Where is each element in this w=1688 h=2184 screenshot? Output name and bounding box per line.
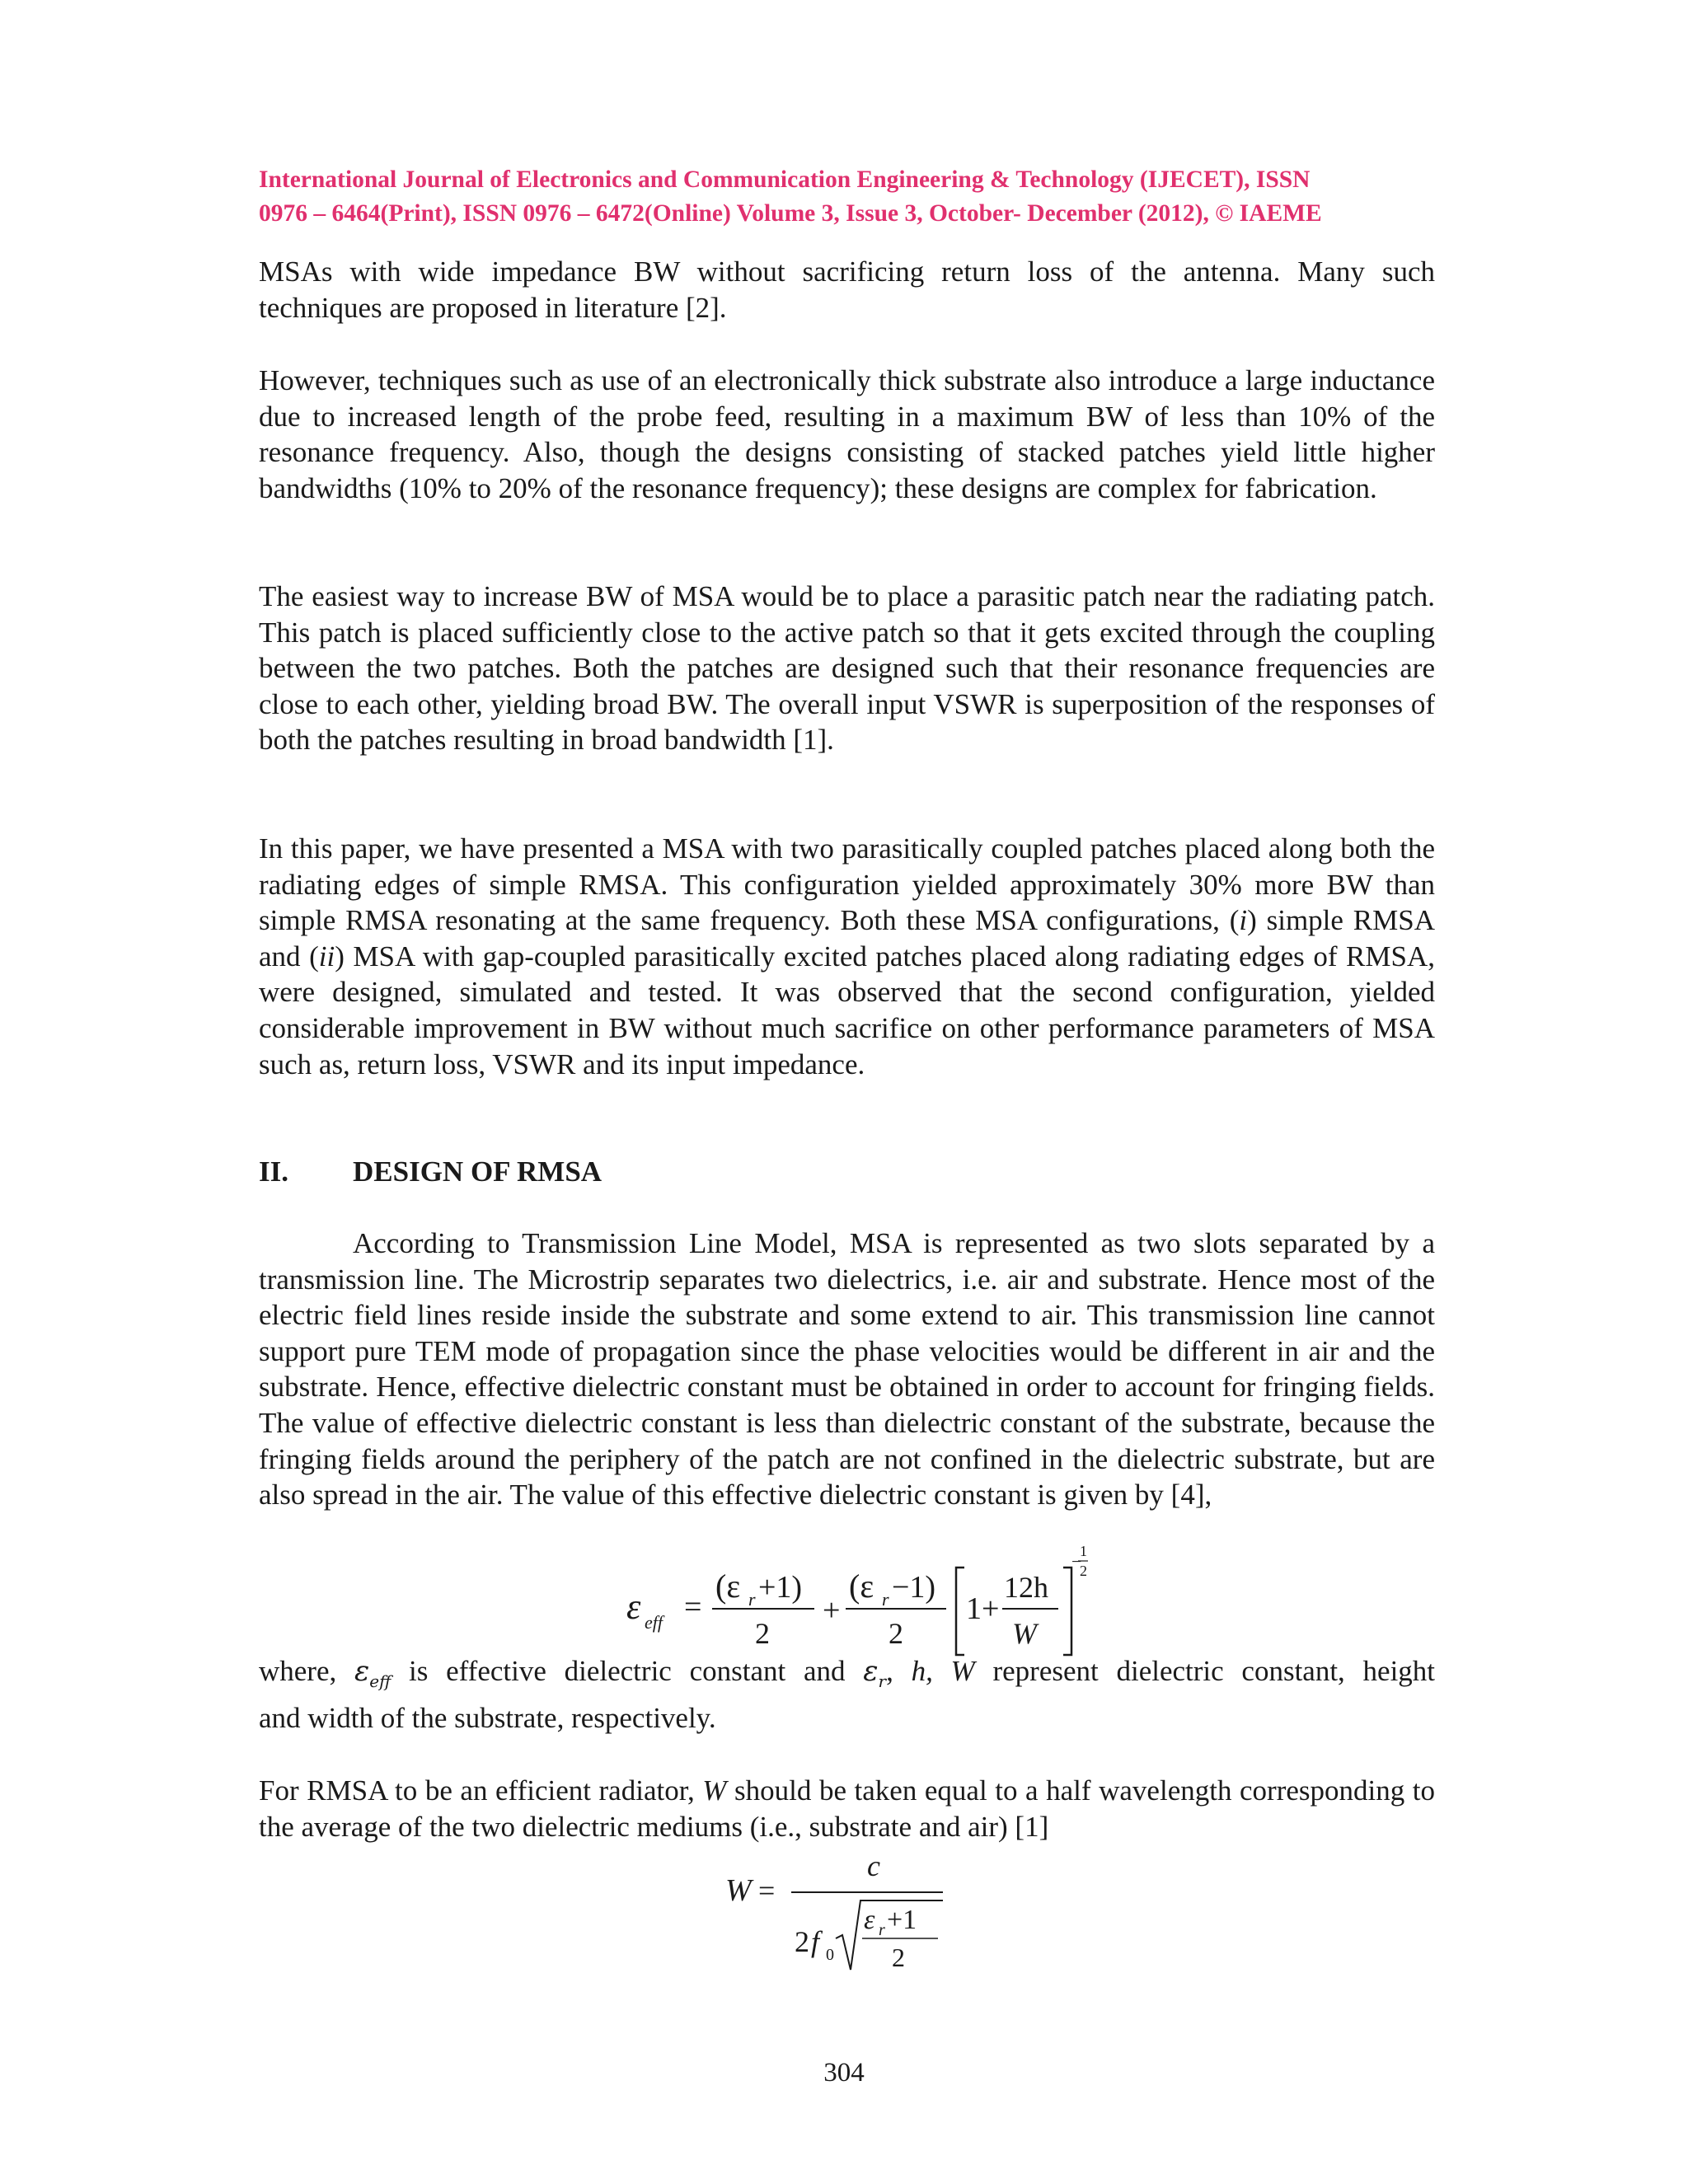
paragraph-4-part-a: In this paper, we have presented a MSA with two parasitically coupled patches placed along both the radiating edges of simple RMSA. This configuration yielded approximately 30% more BW than simple RMSA resonating at the same frequency. Both these MSA configurations, ( xyxy=(259,832,1435,937)
eq1-right-bracket xyxy=(1063,1568,1071,1655)
eq1-equals: = xyxy=(684,1590,702,1624)
equation-effective-dielectric xyxy=(626,1538,1088,1661)
eq1-lhs-symbol: ε xyxy=(626,1586,641,1627)
section-title: DESIGN OF RMSA xyxy=(353,1155,603,1188)
paragraph-4-part-c: ) MSA with gap-coupled parasitically excited patches placed along radiating edges of RMSA, were designed, simulated and tested. It was observed that the second configuration, yielded considerable improvement in BW without much sacrifice on other performance parameters of MSA such as, return loss, VSWR and its input impedance. xyxy=(259,940,1435,1080)
paragraph-1: MSAs with wide impedance BW without sacrificing return loss of the antenna. Many such techniques are proposed in literature [2]. xyxy=(259,255,1435,324)
paragraph-6-part-a: is effective dielectric constant and xyxy=(409,1655,846,1687)
paragraph-7-w: W xyxy=(702,1774,727,1807)
eq1-term2-den: 2 xyxy=(889,1617,903,1650)
eq1-exponent-sign: − xyxy=(1071,1551,1082,1572)
paragraph-2: However, techniques such as use of an electronically thick substrate also introduce a large inductance due to increased length of the probe feed, resulting in a maximum BW of less than 10% of the resonance frequency. Also, though the designs consisting of stacked patches yield little higher bandwidths (10% to 20% of the resonance frequency); these designs are complex for fabrication. xyxy=(259,364,1435,504)
paragraph-5: According to Transmission Line Model, MSA is represented as two slots separated by a transmission line. The Microstrip separates two dielectrics, i.e. air and substrate. Hence most of the electric field lines reside inside the substrate and some extend to air. This transmission line cannot support pure TEM mode of propagation since the phase velocities would be different in air and the substrate. Hence, effective dielectric constant must be obtained in order to account for fringing fields. The value of effective dielectric constant is less than dielectric constant of the substrate, because the fringing fields around the periphery of the patch are not confined in the dielectric substrate, but are also spread in the air. The value of this effective dielectric constant is given by [4], xyxy=(259,1227,1435,1511)
inline-eps-eff: $\varepsilon_{eff}$ xyxy=(354,1655,392,1691)
eq1-left-bracket xyxy=(956,1568,964,1655)
eq1-inner-num: 12h xyxy=(1004,1571,1048,1604)
eq1-exponent-num: 1 xyxy=(1080,1543,1087,1559)
paragraph-6-where: where, xyxy=(259,1655,337,1687)
eq1-inner-den: W xyxy=(1012,1617,1037,1650)
section-heading xyxy=(259,1154,602,1190)
eq2-numerator: c xyxy=(867,1849,880,1882)
eq1-term1-num-rest: +1) xyxy=(758,1570,803,1605)
eq2-root-num-rest: +1 xyxy=(887,1905,917,1935)
paragraph-6-line-1: where, $\varepsilon_{eff}$ is effective dielectric constant and $\varepsilon_r$, h, W represent dielectric constant, height xyxy=(259,1655,1436,1691)
paragraph-7-part-b: should be taken equal to a half wavelength corresponding to the average of the two dielectric mediums (i.e., substrate and air) [1] xyxy=(259,1774,1436,1843)
section-number: II. xyxy=(259,1155,288,1188)
eq1-term1-num: (ε xyxy=(715,1568,741,1605)
eq2-den-f: f xyxy=(811,1925,820,1958)
paragraph-4-italic-ii: ii xyxy=(318,940,335,972)
paragraph-3: The easiest way to increase BW of MSA would be to place a parasitic patch near the radiating patch. This patch is placed sufficiently close to the active patch so that it gets excited through the coupling between the two patches. Both the patches are designed such that their resonance frequencies are close to each other, yielding broad BW. The overall input VSWR is superposition of the responses of both the patches resulting in broad bandwidth [1]. xyxy=(259,580,1435,757)
paragraph-6-vars: h, W xyxy=(911,1655,975,1687)
paragraph-6-line-2: and width of the substrate, respectively. xyxy=(259,1701,716,1734)
eq1-term2-num: (ε xyxy=(849,1568,874,1605)
equation-patch-width xyxy=(725,1846,956,1978)
eq1-term1-den: 2 xyxy=(755,1617,770,1650)
paragraph-6 xyxy=(259,1653,1435,1736)
eq2-den-two: 2 xyxy=(795,1925,809,1958)
eq1-exponent-den: 2 xyxy=(1080,1563,1087,1579)
paragraph-7 xyxy=(259,1773,1435,1844)
paragraph-6-part-b: represent dielectric constant, height xyxy=(992,1655,1436,1687)
eq2-root-num: ε xyxy=(864,1905,875,1935)
eq2-equals: = xyxy=(758,1874,776,1907)
eq2-root-den: 2 xyxy=(892,1943,905,1972)
paragraph-4-part-b: ) simple RMSA and ( xyxy=(259,904,1435,972)
paragraph-7-part-a: For RMSA to be an efficient radiator, xyxy=(259,1774,695,1807)
eq1-lhs-sub: eff xyxy=(645,1612,663,1633)
eq1-term2-num-rest: −1) xyxy=(892,1570,936,1605)
journal-header-line-2: 0976 – 6464(Print), ISSN 0976 – 6472(Online) Volume 3, Issue 3, October- December (2012), © IAEME xyxy=(259,200,1322,227)
page-number: 304 xyxy=(823,2058,865,2088)
eq1-term2-num-sub: r xyxy=(882,1589,889,1610)
eq1-plus: + xyxy=(823,1593,841,1628)
journal-header xyxy=(259,163,1446,231)
eq2-lhs: W xyxy=(725,1873,752,1908)
paragraph-4-italic-i: i xyxy=(1239,904,1248,937)
paragraph-4 xyxy=(259,831,1435,1082)
journal-header-line-1: International Journal of Electronics and Communication Engineering & Technology (IJECET), ISSN xyxy=(259,166,1311,193)
eq1-bracket-one: 1+ xyxy=(966,1591,1000,1626)
eq2-den-f-sub: 0 xyxy=(826,1946,834,1964)
eq2-root-num-sub: r xyxy=(879,1921,885,1939)
eq1-term1-num-sub: r xyxy=(748,1589,756,1610)
inline-eps-r: $\varepsilon_r$ xyxy=(863,1655,887,1691)
